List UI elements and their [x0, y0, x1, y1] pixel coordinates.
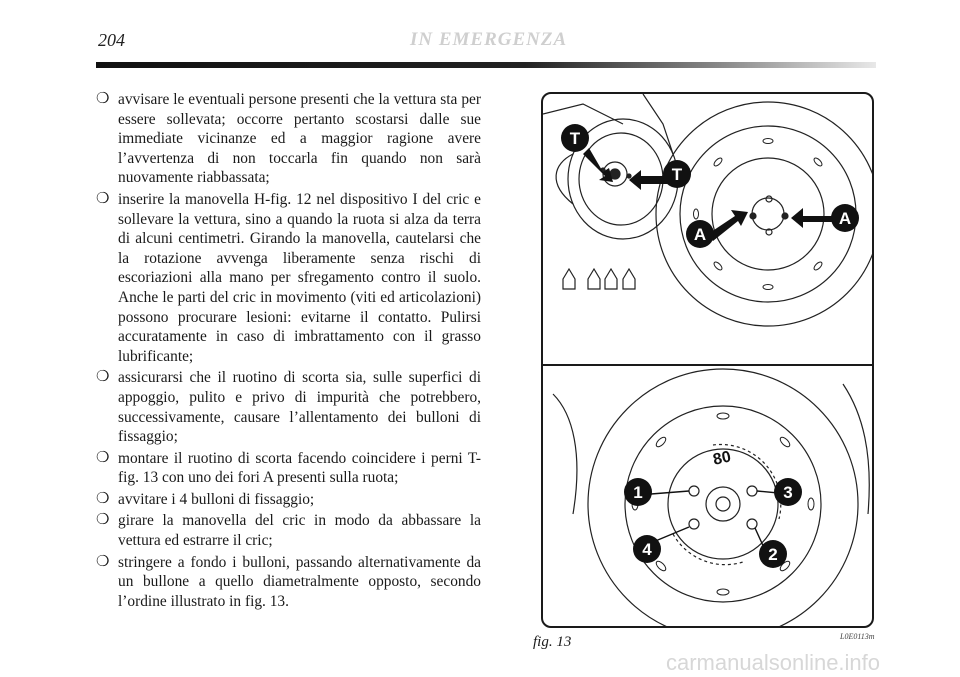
list-item-text: montare il ruotino di scorta facendo coincidere i perni T-fig. 13 con uno dei fori A presenti sulla ruota; — [118, 449, 481, 487]
section-title: IN EMERGENZA — [410, 29, 568, 50]
list-item — [96, 368, 481, 446]
bullet-icon: ❍ — [96, 490, 110, 507]
list-item-text: girare la manovella del cric in modo da abbassare la vettura ed estrarre il cric; — [118, 512, 481, 550]
instruction-list — [96, 90, 481, 613]
list-item — [96, 511, 481, 550]
bolt-order-2: 2 — [768, 545, 778, 564]
bullet-icon: ❍ — [96, 512, 110, 529]
hole-callout-1: A — [693, 225, 707, 244]
lug-bolts-drawing — [563, 269, 635, 289]
wheel-mounting-diagram — [543, 94, 874, 628]
page-number: 204 — [98, 30, 125, 50]
pin-callout-1: T — [569, 129, 581, 148]
list-item-text: inserire la manovella H-fig. 12 nel dispositivo I del cric e sollevare la vettura, sino a quando la ruota si alza da terra di alcuni centimetri. Girando la manovella, cautelarsi che la rotazione avvenga liberamente senza rischi di escoriazioni alla mano per sfregamento contro il suolo. Anche le parti del cric in movimento (viti ed articolazioni) possono procurare lesioni: evitarne il contatto. Pulirsi accuratamente in caso di imbrattamento con il grasso lubrificante; — [118, 190, 481, 365]
list-item-text: avvitare i 4 bulloni di fissaggio; — [118, 490, 315, 508]
figure-code: L0E0113m — [840, 632, 875, 641]
pin-callout-2: T — [671, 165, 683, 184]
bullet-icon: ❍ — [96, 91, 110, 107]
list-item — [96, 553, 481, 612]
bullet-icon: ❍ — [96, 369, 110, 386]
header-rule — [96, 62, 876, 68]
figure-illustration — [541, 92, 874, 628]
panel-divider — [543, 364, 872, 366]
figure-caption: fig. 13 — [533, 634, 572, 650]
callout-badges-bottom — [624, 448, 802, 568]
bolt-order-3: 3 — [783, 483, 793, 502]
speed-limit-label: 80 — [711, 448, 733, 469]
list-item — [96, 490, 481, 510]
watermark: carmanualsonline.info — [666, 650, 881, 675]
list-item-text: stringere a fondo i bulloni, passando alternativamente da un bullone a quello diametralmente opposto, secondo l’ordine illustrato in fig. 13. — [118, 553, 481, 610]
mounted-spare-drawing — [553, 369, 869, 628]
list-item — [96, 190, 481, 366]
bolt-order-4: 4 — [642, 540, 652, 559]
list-item-text: assicurarsi che il ruotino di scorta sia, sulle superfici di appoggio, pulito e privo di impurità che potrebbero, successivamente, causare l’allentamento dei bulloni di fissaggio; — [118, 369, 481, 446]
bolt-order-1: 1 — [633, 483, 643, 502]
bullet-icon: ❍ — [96, 190, 110, 207]
list-item-text: avvisare le eventuali persone presenti che la vettura sta per essere sollevata; occorre pertanto scostarsi dalle sue immediate vicinanze ed a maggior ragione avere l’avvertenza di non toccarla fin quando non sarà nuovamente riabbassata; — [118, 91, 481, 187]
callout-badges-top — [561, 124, 859, 248]
bullet-icon: ❍ — [96, 553, 110, 570]
hub-drawing — [543, 94, 678, 239]
hole-callout-2: A — [838, 209, 852, 228]
bullet-icon: ❍ — [96, 449, 110, 466]
list-item — [96, 90, 481, 188]
list-item — [96, 449, 481, 488]
